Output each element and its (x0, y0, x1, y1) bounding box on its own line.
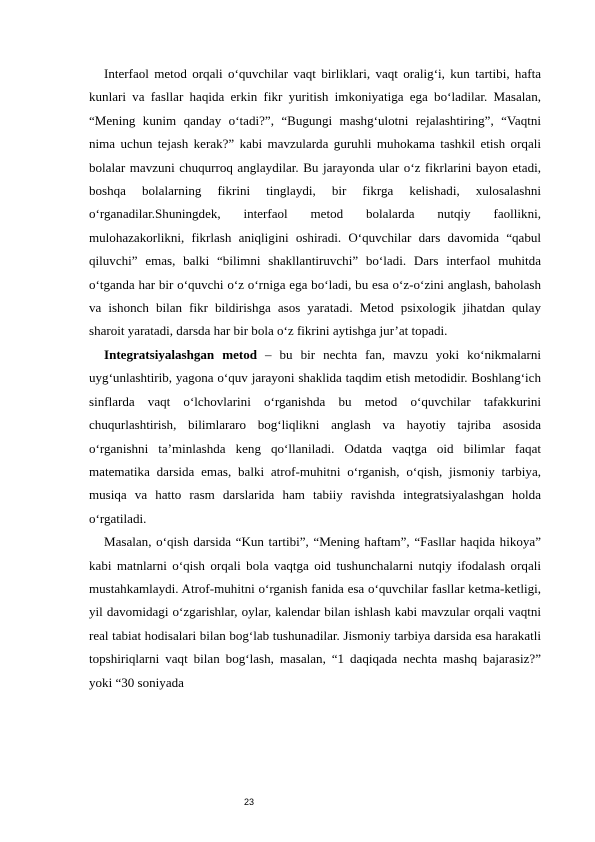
paragraph-interfaol: Interfaol metod orqali o‘quvchilar vaqt birliklari, vaqt oralig‘i, kun tartibi, hafta kunlari va fasllar haqida erkin fikr yuritish imkoniyatiga ega bo‘ladilar. Masalan, “Mening kunim qanday o‘tadi?”, “Bugungi mashg‘ulotni rejalashtiring”, “Vaqtni nima uchun tejash kerak?” kabi mavzularda guruhli muhokama tashkil etish orqali bolalar mavzuni chuqurroq anglaydilar. Bu jarayonda ular o‘z fikrlarini bayon etadi, boshqa bolalarning fikrini tinglaydi, bir fikrga kelishadi, xulosalashni o‘rganadilar.Shuningdek, interfaol metod bolalarda nutqiy faollikni, mulohazakorlikni, fikrlash aniqligini oshiradi. O‘quvchilar dars davomida “qabul qiluvchi” emas, balki “bilimni shakllantiruvchi” bo‘ladi. Dars interfaol muhitda o‘tganda har bir o‘quvchi o‘z o‘rniga ega bo‘ladi, bu esa o‘z-o‘zini anglash, baholash va ishonch bilan fikr bildirishga asos yaratadi. Metod psixologik jihatdan qulay sharoit yaratadi, darsda har bir bola o‘z fikrini aytishga jur’at topadi. (89, 66, 541, 339)
paragraph-integratsiya (89, 343, 541, 530)
term-integratsiyalashgan-metod: Integratsiyalashgan metod (104, 346, 257, 362)
paragraph-masalan: Masalan, o‘qish darsida “Kun tartibi”, “Mening haftam”, “Fasllar haqida hikoya” kabi matnlarni o‘qish orqali bola vaqtga oid tushunchalarni nutqiy ifodalash orqali mustahkamlaydi. Atrof-muhitni o‘rganish fanida esa o‘quvchilar fasllar ketma-ketligi, yil davomidagi o‘zgarishlar, oylar, kalendar bilan ishlash kabi mavzular orqali vaqtni real tabiat hodisalari bilan bog‘lab tushunadilar. Jismoniy tarbiya darsida esa harakatli topshiriqlarni vaqt bilan bog‘lash, masalan, “1 daqiqada nechta mashq bajarasiz?” yoki “30 soniyada (89, 534, 541, 690)
paragraph-integratsiya-text: – bu bir nechta fan, mavzu yoki ko‘nikmalarni uyg‘unlashtirib, yagona o‘quv jarayoni shaklida taqdim etish metodidir. Boshlang‘ich sinflarda vaqt o‘lchovlarini o‘rganishda bu metod o‘quvchilar tafakkurini chuqurlashtirish, bilimlararo bog‘liqlikni anglash va hayotiy tajriba asosida o‘rganishni ta’minlashda keng qo‘llaniladi. Odatda vaqtga oid bilimlar faqat matematika darsida emas, balki atrof-muhitni o‘rganish, o‘qish, jismoniy tarbiya, musiqa va hatto rasm darslarida ham tabiiy ravishda integratsiyalashgan holda o‘rgatiladi. (89, 346, 541, 526)
body-text (89, 62, 541, 694)
page-number: 23 (244, 797, 255, 807)
